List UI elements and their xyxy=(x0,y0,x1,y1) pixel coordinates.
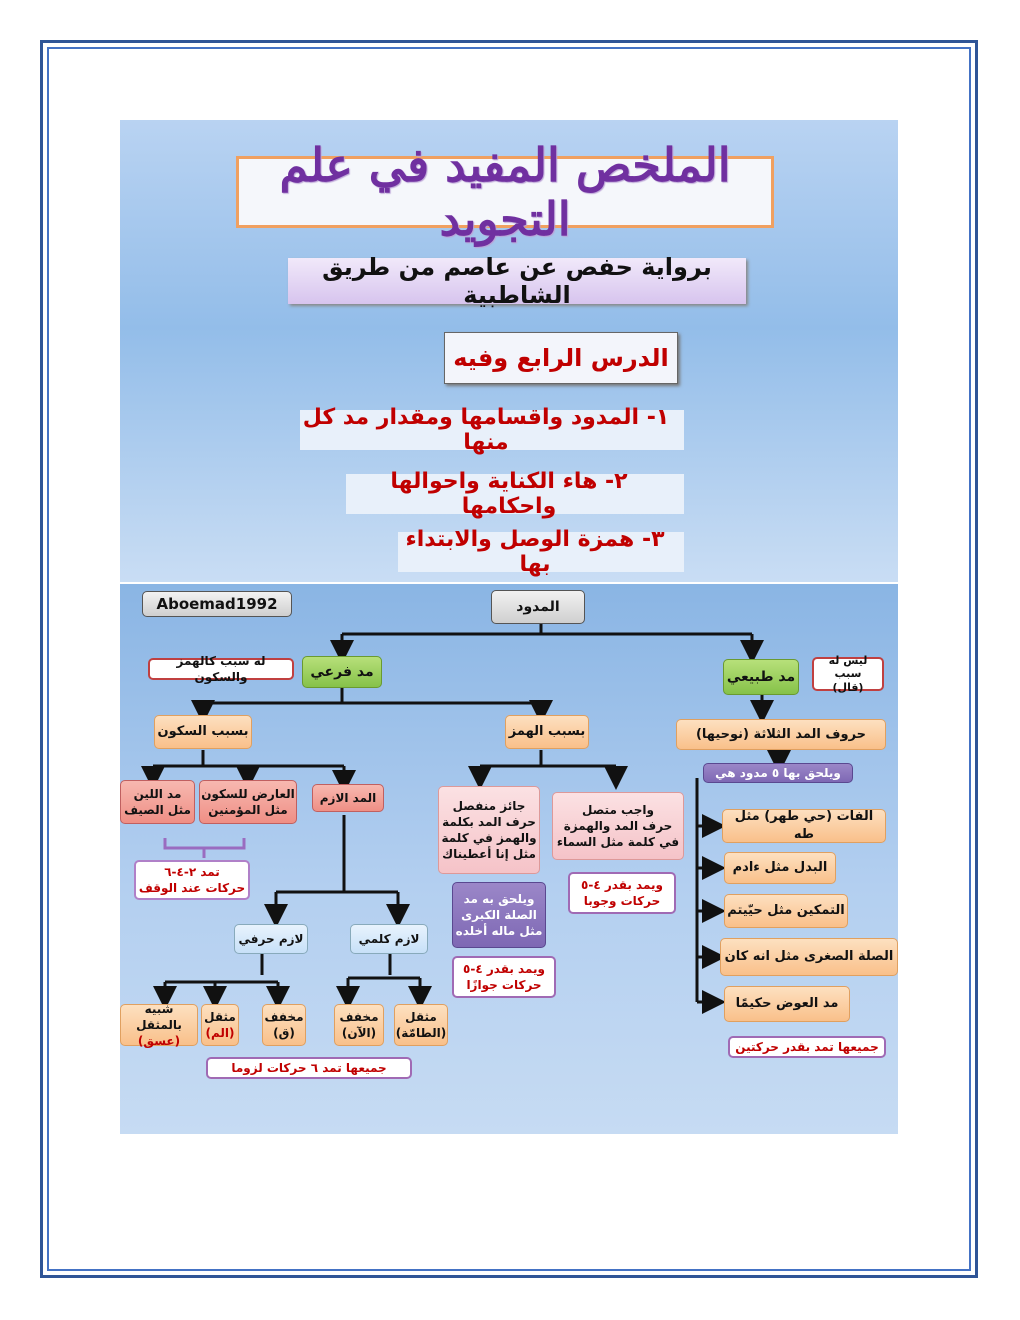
huruf-madd-node: حروف المد الثلاثة (نوحيها) xyxy=(676,719,886,750)
jaiz-amount-line2: حركات جوازًا xyxy=(466,978,542,992)
mukhaffaf-harfi-line2: (ق) xyxy=(273,1026,295,1040)
lesson-title: الدرس الرابع وفيه xyxy=(444,332,678,384)
tabii-note-line2: (قال) xyxy=(832,680,864,694)
harakatain-note: جميعها تمد بقدر حركتين xyxy=(728,1036,886,1058)
wajib-line1: واجب متصل xyxy=(582,802,654,817)
jaiz-line3: والهمز في كلمة xyxy=(441,831,537,845)
mukhaffaf-harfi-line1: مخفف xyxy=(264,1009,304,1024)
wajib-amount-note xyxy=(568,872,676,914)
shabih-line1: شبيه بالمثقل xyxy=(136,1001,182,1032)
lesson-item-3: ٣- همزة الوصل والابتداء بها xyxy=(398,532,684,572)
lazim-node: المد الازم xyxy=(312,784,384,812)
subtitle: برواية حفص عن عاصم من طريق الشاطبية xyxy=(288,258,746,304)
wajib-node xyxy=(552,792,684,860)
arid-node xyxy=(199,780,297,824)
mukhaffaf-kalimi-node xyxy=(334,1004,384,1046)
far3i-note: له سبب كالهمز والسكون xyxy=(148,658,294,680)
wajib-amount-line1: ويمد بقدر ٤-٥ xyxy=(581,877,663,892)
lin-line2: مثل الصيف xyxy=(124,803,191,817)
mukhaffaf-kalimi-line2: (الآن) xyxy=(341,1026,377,1040)
tamkin-node: التمكين مثل حيّيتم xyxy=(724,894,848,928)
lazim-harfi-node: لازم حرفي xyxy=(234,924,308,954)
jaiz-line2: حرف المد بكلمة xyxy=(442,814,536,829)
lin-line1: مد اللين xyxy=(133,786,182,801)
muthaqqal-harfi-node xyxy=(201,1004,239,1046)
sila-line2: الصلة الكبرى xyxy=(461,907,537,922)
tabii-note-line1: ليس له سبب xyxy=(828,654,868,681)
jaiz-amount-line1: ويمد بقدر ٤-٥ xyxy=(463,961,545,976)
main-title: الملخص المفيد في علم التجويد xyxy=(236,156,774,228)
lin-node xyxy=(120,780,195,824)
tamudd-waqf-note xyxy=(134,860,250,900)
wajib-amount-line2: حركات وجوبا xyxy=(583,894,661,908)
sila-line3: مثل ماله أخلده xyxy=(455,924,543,939)
lesson-item-1: ١- المدود واقسامها ومقدار مد كل منها xyxy=(300,410,684,450)
tabii-node: مد طبيعي xyxy=(723,659,799,695)
jaiz-amount-note xyxy=(452,956,556,998)
wajib-line3: في كلمة مثل السماء xyxy=(556,835,680,850)
jaiz-node xyxy=(438,786,540,874)
tabii-note xyxy=(812,654,884,694)
mukhaffaf-kalimi-line1: مخفف xyxy=(339,1009,379,1024)
shabih-line2: (عسق) xyxy=(137,1034,181,1049)
far3i-node: مد فرعي xyxy=(302,656,382,688)
root-node: المدود xyxy=(491,590,585,624)
lesson-item-2: ٢- هاء الكناية واحوالها واحكامها xyxy=(346,474,684,514)
muthaqqal-kalimi-node xyxy=(394,1004,448,1046)
arid-line2: مثل المؤمنين xyxy=(208,803,288,817)
muthaqqal-kalimi-line2: (الطامّة) xyxy=(395,1026,447,1040)
jaiz-line1: جائز منفصل xyxy=(452,798,526,813)
sila-sughra-node: الصلة الصغرى مثل انه كان xyxy=(720,938,898,976)
muthaqqal-kalimi-line1: مثقل xyxy=(405,1009,437,1024)
sila-line1: ويلحق به مد xyxy=(463,891,535,906)
badal-node: البدل مثل ءادم xyxy=(724,852,836,884)
alifat-node: الفات (حي طهر) مثل طه xyxy=(722,809,886,843)
muthaqqal-harfi-line2: (الم) xyxy=(205,1026,235,1040)
shabih-muthaqqal-node xyxy=(120,1001,198,1049)
mukhaffaf-harfi-node xyxy=(262,1004,306,1046)
iwad-node: مد العوض حكيمًا xyxy=(724,986,850,1022)
lazim-kalimi-node: لازم كلمي xyxy=(350,924,428,954)
tamudd-waqf-line2: حركات عند الوقف xyxy=(138,881,246,895)
author-label: Aboemad1992 xyxy=(142,591,292,617)
wajib-line2: حرف المد والهمزة xyxy=(563,818,673,833)
sabab-hamz-node: بسبب الهمز xyxy=(505,715,589,749)
sila-kubra-node xyxy=(452,882,546,948)
jaiz-line4: مثل إنا أعطيناك xyxy=(442,847,536,862)
lazim-amount-note: جميعها تمد ٦ حركات لزوما xyxy=(206,1057,412,1079)
tamudd-waqf-line1: تمد ٢-٤-٦ xyxy=(164,864,220,879)
muthaqqal-harfi-line1: مثقل xyxy=(204,1009,236,1024)
sabab-sukun-node: بسبب السكون xyxy=(154,715,252,749)
arid-line1: العارض للسكون xyxy=(201,786,295,801)
yulhaq-tabii-node: ويلحق بها ٥ مدود هي xyxy=(703,763,853,783)
